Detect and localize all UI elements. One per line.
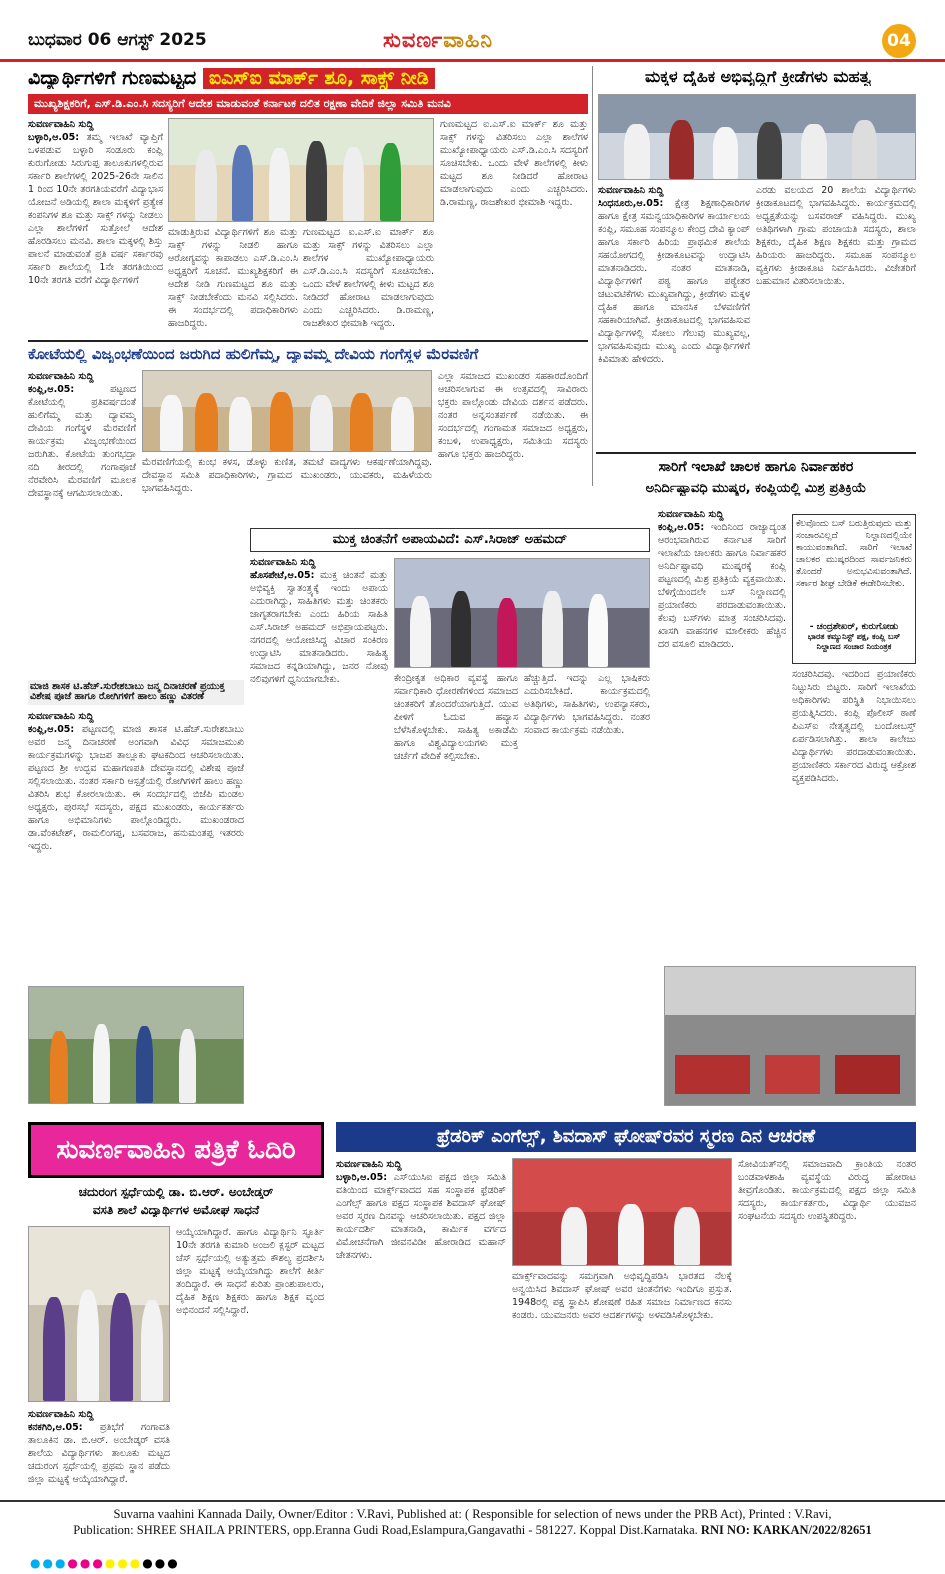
- story1-headline-b: ಐಎಸ್‌ಐ ಮಾರ್ಕ್ ಶೂ, ಸಾಕ್ಸ್ ನೀಡಿ: [203, 68, 435, 89]
- story3-col2: ಮೆರವಣಿಗೆಯಲ್ಲಿ ಕುಂಭ ಕಳಸ, ಡೊಳ್ಳು ಕುಣಿತ, ತಮಟೆ ವಾದ್ಯಗಳು ಆಕರ್ಷಣೆಯಾಗಿದ್ದವು. ದೇವಸ್ಥಾನ ಸಮಿತಿ ಪದಾಧಿಕಾರಿಗಳು, ಗ್ರಾಮದ ಮುಖಂಡರು, ಯುವಕರು, ಮಹಿಳೆಯರು ಭಾಗವಹಿಸಿದ್ದರು.: [142, 457, 432, 494]
- promo-banner: ಸುವರ್ಣವಾಹಿನಿ ಪತ್ರಿಕೆ ಓದಿರಿ: [28, 1122, 324, 1178]
- story5-headline2: ಅನಿರ್ದಿಷ್ಟಾವಧಿ ಮುಷ್ಕರ, ಕಂಪ್ಲಿಯಲ್ಲಿ ಮಿಶ್ರ ಪ್ರತಿಕ್ರಿಯೆ: [645, 482, 867, 496]
- story5-quote-role: ಭಾರತ ಕಮ್ಯುನಿಸ್ಟ್ ಪಕ್ಷ, ಕಂಪ್ಲಿ ಬಸ್ ನಿಲ್ದಾಣದ ಸಂಚಾರ ನಿಯಂತ್ರಕ: [807, 632, 901, 651]
- story3-col1: [28, 370, 136, 590]
- story1-col4: ಗುಣಮಟ್ಟದ ಐ.ಎಸ್.ಐ ಮಾರ್ಕ್ ಶೂ ಮತ್ತು ಸಾಕ್ಸ್ ಗಳನ್ನು ವಿತರಿಸಲು ಎಲ್ಲಾ ಶಾಲೆಗಳ ಮುಖ್ಯೋಪಾಧ್ಯಾಯರು ಎಸ್.ಡಿ.ಎಂ.ಸಿ ಸದಸ್ಯರಿಗೆ ಸೂಚಿಸಬೇಕು. ಒಂದು ವೇಳೆ ಶಾಲೆಗಳಲ್ಲಿ ಕೀಳು ಮಟ್ಟದ ಶೂ ನೀಡಿದರೆ ಹೋರಾಟ ಮಾಡಲಾಗುವುದು ಎಂದು ಎಚ್ಚರಿಸಿದರು. ಡಿ.ರಾಮಣ್ಣ, ರಾಜಶೇಖರ ಭೀಮಾಶಿ ಇದ್ದರು.: [440, 119, 588, 208]
- imprint-rni: RNI NO: KARKAN/2022/82651: [700, 1523, 872, 1537]
- story1-subheadline: ಮುಖ್ಯಶಿಕ್ಷಕರಿಗೆ, ಎಸ್.ಡಿ.ಎಂ.ಸಿ ಸದಸ್ಯರಿಗೆ ಆದೇಶ ಮಾಡುವಂತೆ ಕರ್ನಾಟಕ ದಲಿತ ರಕ್ಷಣಾ ವೇದಿಕೆ ಜಿಲ್ಲಾ ಸಮಿತಿ ಮನವಿ: [28, 94, 588, 114]
- story3-headline: ಕೋಟೆಯಲ್ಲಿ ವಿಜೃಂಭಣೆಯಿಂದ ಜರುಗಿದ ಹುಲಿಗೆಮ್ಮ, ದ್ಯಾವಮ್ಮ ದೇವಿಯ ಗಂಗೆಸ್ಥಳ ಮೆರವಣಿಗೆ: [28, 346, 479, 363]
- story7-col1: ಆಯ್ಕೆಯಾಗಿದ್ದಾರೆ. ಹಾಗೂ ವಿದ್ಯಾರ್ಥಿನಿ ಸ್ಫೂರ್ತಿ 10ನೇ ತರಗತಿ ಕುಮಾರಿ ಅಂಜಲಿ ಕ್ಲಸ್ಟರ್ ಮಟ್ಟದ ಚೆಸ್ ಸ್ಪರ್ಧೆಯಲ್ಲಿ ಅತ್ಯುತ್ತಮ ಕೌಶಲ್ಯ ಪ್ರದರ್ಶಿಸಿ ಜಿಲ್ಲಾ ಮಟ್ಟಕ್ಕೆ ಆಯ್ಕೆಯಾಗಿದ್ದು ಶಾಲೆಗೆ ಕೀರ್ತಿ ತಂದಿದ್ದಾರೆ. ಈ ಸಾಧನೆ ಕುರಿತು ಪ್ರಾಂಶುಪಾಲರು, ದೈಹಿಕ ಶಿಕ್ಷಣ ಶಿಕ್ಷಕರು ಹಾಗೂ ಶಿಕ್ಷಕ ವೃಂದ ಅಭಿನಂದನೆ ಸಲ್ಲಿಸಿದ್ದಾರೆ.: [176, 1227, 324, 1316]
- section-rule: [596, 452, 916, 454]
- story2-col1: [598, 184, 750, 444]
- story8-col3: ಸೋವಿಯತ್‌ನಲ್ಲಿ ಸಮಾಜವಾದಿ ಕ್ರಾಂತಿಯ ನಂತರ ಬಂಡವಾಳಶಾಹಿ ವ್ಯವಸ್ಥೆಯ ವಿರುದ್ಧ ಹೋರಾಟ ತೀವ್ರಗೊಂಡಿತು. ಕಾರ್ಯಕ್ರಮದಲ್ಲಿ ಪಕ್ಷದ ಜಿಲ್ಲಾ ಸಮಿತಿ ಸದಸ್ಯರು, ಕಾರ್ಯಕರ್ತರು, ವಿದ್ಯಾರ್ಥಿ ಯುವಜನ ಸಂಘಟನೆಯ ಸದಸ್ಯರು ಉಪಸ್ಥಿತರಿದ್ದರು.: [738, 1159, 916, 1222]
- story6-headline: ಮಾಜಿ ಶಾಸಕ ಟಿ.ಹೆಚ್.ಸುರೇಶಬಾಬು ಜನ್ಮ ದಿನಾಚರಣೆ ಪ್ರಯುಕ್ತ ವಿಶೇಷ ಪೂಜೆ ಹಾಗೂ ರೋಗಿಗಳಿಗೆ ಹಾಲು ಹಣ್ಣು ವಿತರಣೆ: [28, 680, 244, 705]
- issue-date: ಬುಧವಾರ 06 ಆಗಸ್ಟ್ 2025: [28, 30, 207, 50]
- story6-dateline: ಸುವರ್ಣವಾಹಿನಿ ಸುದ್ದಿ: [28, 711, 94, 722]
- masthead: [0, 0, 945, 62]
- story1-body1: ತಮ್ಮ ಇಲಾಖೆ ವ್ಯಾಪ್ತಿಗೆ ಒಳಪಡುವ ಬಳ್ಳಾರಿ ಸಂಡೂರು ಕಂಪ್ಲಿ ಕುರುಗೋಡು ಸಿರುಗುಪ್ಪ ತಾಲೂಕುಗಳಲ್ಲಿರುವ ಸರ್ಕಾರಿ ಶಾಲೆಗಳಲ್ಲಿ 2025-26ನೇ ಸಾಲಿನ 1 ರಿಂದ 10ನೇ ತರಗತಿಯವರೆಗೆ ವಿದ್ಯಾಭಾಸ ಯೋಜನೆ ಅಡಿಯಲ್ಲಿ ಶಾಲಾ ಮಕ್ಕಳಿಗೆ ಪ್ರತ್ಯೇಕ ಕಂಪನಿಗಳ ಶೂ ಮತ್ತು ಸಾಕ್ಸ್ ಗಳನ್ನು ನೀಡಲು ಎಲ್ಲಾ ಶಾಲೆಗಳಿಗೆ ಸುತ್ತೋಲೆ ಆದೇಶ ಹೊರಡಿಸಲು ಮನವಿ. ಶಾಲಾ ಮಕ್ಕಳಲ್ಲಿ ಶಿಸ್ತು ಪಾಲನೆ ಮಾಡುವಂತೆ ಪ್ರತಿ ವರ್ಷ ಸರ್ಕಾರವು ಸರ್ಕಾರಿ ಶಾಲೆಯಲ್ಲಿ 1ನೇ ತರಗತಿಯಿಂದ 10ನೇ ತರಗತಿ ವರೆಗೆ ವಿದ್ಯಾರ್ಥಿಗಳಿಗೆ: [28, 132, 163, 286]
- story8-body1: ಎಸ್‌ಯುಸಿಐ ಪಕ್ಷದ ಜಿಲ್ಲಾ ಸಮಿತಿ ವತಿಯಿಂದ ಮಾರ್ಕ್ಸ್‌ವಾದದ ಸಹ ಸಂಸ್ಥಾಪಕ ಫ್ರೆಡರಿಕ್ ಎಂಗೆಲ್ಸ್ ಹಾಗೂ ಪಕ್ಷದ ಸಂಸ್ಥಾಪಕ ಶಿವದಾಸ್ ಘೋಷ್ ಅವರ ಸ್ಮರಣ ದಿನವನ್ನು ಆಚರಿಸಲಾಯಿತು. ಪಕ್ಷದ ಜಿಲ್ಲಾ ಕಾರ್ಯದರ್ಶಿ ಮಾತನಾಡಿ, ಕಾರ್ಮಿಕ ವರ್ಗದ ವಿಮೋಚನೆಗಾಗಿ ಜೀವನವಿಡೀ ಹೋರಾಡಿದ ಮಹಾನ್ ಚೇತನಗಳು.: [336, 1172, 506, 1261]
- bus-shape: [765, 1055, 820, 1094]
- story2-col2: ಎರಡು ವಲಯದ 20 ಶಾಲೆಯ ವಿದ್ಯಾರ್ಥಿಗಳು ಕ್ರೀಡಾಕೂಟದಲ್ಲಿ ಭಾಗವಹಿಸಿದ್ದರು. ಕಾರ್ಯಕ್ರಮದಲ್ಲಿ ಅಧ್ಯಕ್ಷತೆಯನ್ನು ಬಸವರಾಜ್ ವಹಿಸಿದ್ದರು. ಮುಖ್ಯ ಅತಿಥಿಗಳಾಗಿ ಗ್ರಾಮ ಪಂಚಾಯತಿ ಸದಸ್ಯರು, ಶಾಲಾ ಶಿಕ್ಷಕರು, ದೈಹಿಕ ಶಿಕ್ಷಣ ಶಿಕ್ಷಕರು ಮತ್ತು ಗ್ರಾಮದ ಹಿರಿಯರು ಹಾಜರಿದ್ದರು. ಸಮೂಹ ಸಂಪನ್ಮೂಲ ವ್ಯಕ್ತಿಗಳು ಕ್ರೀಡಾಕೂಟ ನಿರ್ವಹಿಸಿದರು. ವಿಜೇತರಿಗೆ ಬಹುಮಾನ ವಿತರಿಸಲಾಯಿತು.: [756, 185, 916, 287]
- story5-quote-box: [792, 514, 916, 664]
- story8-photo: [512, 1158, 732, 1266]
- story6-col1: [28, 710, 244, 980]
- story6-photo: [28, 986, 244, 1104]
- story5-photo-bus-stand: [664, 966, 916, 1106]
- story1-col2: ಮಾಡುತ್ತಿರುವ ವಿದ್ಯಾರ್ಥಿಗಳಿಗೆ ಶೂ ಮತ್ತು ಸಾಕ್ಸ್ ಗಳನ್ನು ನೀಡಲಿ ಹಾಗೂ ಆರೋಗ್ಯವನ್ನು ಕಾಪಾಡಲು ಎಸ್.ಡಿ.ಎಂ.ಸಿ ಅಧ್ಯಕ್ಷರಿಗೆ ಸೂಚನೆ. ಮುಖ್ಯಶಿಕ್ಷಕರಿಗೆ ಈ ಆದೇಶ ನೀಡಿ ಗುಣಮಟ್ಟದ ಶೂ ಮತ್ತು ಸಾಕ್ಸ್ ನೀಡಬೇಕೆಂದು ಮನವಿ ಸಲ್ಲಿಸಿದರು. ಈ ಸಂದರ್ಭದಲ್ಲಿ ಪದಾಧಿಕಾರಿಗಳು ಹಾಜರಿದ್ದರು.: [168, 227, 298, 329]
- story5-quote: ಕೆಲವೊಂದು ಬಸ್ ಬರುತ್ತಿರುವುದು ಮತ್ತು ಸಂಚಾರವಿಲ್ಲದೆ ನಿಲ್ದಾಣದಲ್ಲಿಯೇ ಕಾಯುವಂತಾಗಿದೆ. ಸಾರಿಗೆ ಇಲಾಖೆ ಚಾಲಕರ ಮುಷ್ಕರದಿಂದ ಸಾರ್ವಜನಿಕರು ತೊಂದರೆ ಅನುಭವಿಸುವಂತಾಗಿದೆ. ಸರ್ಕಾರ ಶೀಘ್ರ ಬೇಡಿಕೆ ಈಡೇರಿಸಬೇಕು.: [796, 519, 912, 589]
- story1-dateline: ಸುವರ್ಣವಾಹಿನಿ ಸುದ್ದಿ: [28, 119, 94, 130]
- story7-place: ಕನಕಗಿರಿ,ಆ.05:: [28, 1422, 83, 1433]
- story4-dateline: ಸುವರ್ಣವಾಹಿನಿ ಸುದ್ದಿ: [250, 557, 316, 568]
- bus-shape: [835, 1055, 900, 1094]
- imprint-line2: [0, 1522, 945, 1538]
- page-number: 04: [882, 24, 916, 58]
- bus-shape: [675, 1055, 750, 1094]
- story6-body1: ಪಟ್ಟಣದಲ್ಲಿ ಮಾಜಿ ಶಾಸಕ ಟಿ.ಹೆಚ್.ಸುರೇಶಬಾಬು ಅವರ ಜನ್ಮ ದಿನಾಚರಣೆ ಅಂಗವಾಗಿ ವಿವಿಧ ಸಮಾಜಮುಖಿ ಕಾರ್ಯಕ್ರಮಗಳನ್ನು ಭಾಜಪ ತಾಲ್ಲೂಕು ಘಟಕದಿಂದ ಆಚರಿಸಲಾಯಿತು. ಪಟ್ಟಣದ ಶ್ರೀ ಉದ್ಭವ ಮಹಾಗಣಪತಿ ದೇವಸ್ಥಾನದಲ್ಲಿ ವಿಶೇಷ ಪೂಜೆ ಸಲ್ಲಿಸಲಾಯಿತು. ನಂತರ ಸರ್ಕಾರಿ ಆಸ್ಪತ್ರೆಯಲ್ಲಿ ರೋಗಿಗಳಿಗೆ ಹಾಲು ಹಣ್ಣು ವಿತರಿಸಿ ಶುಭ ಕೋರಲಾಯಿತು. ಈ ಸಂದರ್ಭದಲ್ಲಿ ಬಿಜೆಪಿ ಮಂಡಲ ಅಧ್ಯಕ್ಷರು, ಪುರಸಭೆ ಸದಸ್ಯರು, ಪಕ್ಷದ ಮುಖಂಡರು, ಕಾರ್ಯಕರ್ತರು ಹಾಗೂ ಅಭಿಮಾನಿಗಳು ಪಾಲ್ಗೊಂಡಿದ್ದರು. ಮುಖಂಡರಾದ ಡಾ.ವೆಂಕಟೇಶ್, ರಾಮಲಿಂಗಪ್ಪ, ಬಸವರಾಜ, ಹನುಮಂತಪ್ಪ ಇತರರು ಇದ್ದರು.: [28, 724, 244, 852]
- story8-place: ಬಳ್ಳಾರಿ,ಆ.05:: [336, 1172, 388, 1183]
- story1-headline: [28, 68, 435, 89]
- story7-body2: ಪ್ರತಿಭೆಗೆ ಗಂಗಾವತಿ ತಾಲೂಕಿನ ಡಾ. ಬಿ.ಆರ್. ಅಂಬೇಡ್ಕರ್ ವಸತಿ ಶಾಲೆಯ ವಿದ್ಯಾರ್ಥಿಗಳು ತಾಲೂಕು ಮಟ್ಟದ ಚದುರಂಗ ಸ್ಪರ್ಧೆಯಲ್ಲಿ ಪ್ರಥಮ ಸ್ಥಾನ ಪಡೆದು ಜಿಲ್ಲಾ ಮಟ್ಟಕ್ಕೆ ಆಯ್ಕೆಯಾಗಿದ್ದಾರೆ.: [28, 1422, 170, 1485]
- story3-dateline: ಸುವರ್ಣವಾಹಿನಿ ಸುದ್ದಿ: [28, 371, 94, 382]
- imprint-address: Publication: SHREE SHAILA PRINTERS, opp.Eranna Gudi Road,Eslampura,Gangavathi - 581227. Koppal Dist.Karnataka.: [73, 1523, 698, 1537]
- story3-photo: [142, 370, 432, 452]
- story5-place: ಕಂಪ್ಲಿ,ಆ.05:: [658, 522, 705, 533]
- story2-place: ಸಿಂಧನೂರು,ಆ.05:: [598, 198, 664, 209]
- story5-dateline: ಸುವರ್ಣವಾಹಿನಿ ಸುದ್ದಿ: [658, 509, 724, 520]
- story4-body1: ಮುಕ್ತ ಚಿಂತನೆ ಮತ್ತು ಅಭಿವ್ಯಕ್ತಿ ಸ್ವಾತಂತ್ರ್ಯಕ್ಕೆ ಇಂದು ಅಪಾಯ ಎದುರಾಗಿದ್ದು, ಸಾಹಿತಿಗಳು ಮತ್ತು ಚಿಂತಕರು ಜಾಗೃತರಾಗಬೇಕು ಎಂದು ಹಿರಿಯ ಸಾಹಿತಿ ಎಸ್.ಸಿರಾಜ್ ಅಹಮದ್ ಅಭಿಪ್ರಾಯಪಟ್ಟರು. ನಗರದಲ್ಲಿ ಆಯೋಜಿಸಿದ್ದ ವಿಚಾರ ಸಂಕಿರಣ ಉದ್ಘಾಟಿಸಿ ಮಾತನಾಡಿದರು. ಸಾಹಿತ್ಯ ಸಮಾಜದ ಕನ್ನಡಿಯಾಗಿದ್ದು, ಜನರ ನೋವು ನಲಿವುಗಳಿಗೆ ಧ್ವನಿಯಾಗಬೇಕು.: [250, 570, 388, 685]
- imprint-line1: Suvarna vaahini Kannada Daily, Owner/Editor : V.Ravi, Published at: ( Responsible for selection of news under the PRB Act), Printed : V.Ravi,: [113, 1507, 832, 1521]
- story3-place: ಕಂಪ್ಲಿ,ಆ.05:: [28, 384, 75, 395]
- story5-headline: ಸಾರಿಗೆ ಇಲಾಖೆ ಚಾಲಕ ಹಾಗೂ ನಿರ್ವಾಹಕರ: [658, 460, 854, 475]
- story1-col3: ಗುಣಮಟ್ಟದ ಐ.ಎಸ್.ಐ ಮಾರ್ಕ್ ಶೂ ಮತ್ತು ಸಾಕ್ಸ್ ಗಳನ್ನು ವಿತರಿಸಲು ಎಲ್ಲಾ ಶಾಲೆಗಳ ಮುಖ್ಯೋಪಾಧ್ಯಾಯರು ಎಸ್.ಡಿ.ಎಂ.ಸಿ ಸದಸ್ಯರಿಗೆ ಸೂಚಿಸಬೇಕು. ಒಂದು ವೇಳೆ ಶಾಲೆಗಳಲ್ಲಿ ಕೀಳು ಮಟ್ಟದ ಶೂ ನೀಡಿದರೆ ಹೋರಾಟ ಮಾಡಲಾಗುವುದು ಎಂದು ಎಚ್ಚರಿಸಿದರು. ಡಿ.ರಾಮಣ್ಣ, ರಾಜಶೇಖರ ಭೀಮಾಶಿ ಇದ್ದರು.: [303, 227, 434, 329]
- section-rule: [28, 340, 588, 342]
- story5-col2: ಸಂಚರಿಸಿದವು. ಇದರಿಂದ ಪ್ರಯಾಣಿಕರು ನಿಟ್ಟುಸಿರು ಬಿಟ್ಟರು. ಸಾರಿಗೆ ಇಲಾಖೆಯ ಅಧಿಕಾರಿಗಳು ಪರಿಸ್ಥಿತಿ ನಿಭಾಯಿಸಲು ಪ್ರಯತ್ನಿಸಿದರು. ಕಂಪ್ಲಿ ಪೊಲೀಸ್ ಠಾಣೆ ಪಿಎಸ್‌ಐ ನೇತೃತ್ವದಲ್ಲಿ ಬಂದೋಬಸ್ತ್ ಏರ್ಪಡಿಸಲಾಗಿತ್ತು. ಶಾಲಾ ಕಾಲೇಜು ವಿದ್ಯಾರ್ಥಿಗಳು ಪರದಾಡುವಂತಾಯಿತು. ಪ್ರಯಾಣಿಕರು ಸರ್ಕಾರದ ವಿರುದ್ಧ ಆಕ್ರೋಶ ವ್ಯಕ್ತಪಡಿಸಿದರು.: [792, 669, 916, 784]
- story4-col3: ಹೆಚ್ಚುತ್ತಿದೆ. ಇದನ್ನು ಎಲ್ಲ ಭಾಷಿಕರು ಎದುರಿಸಬೇಕಿದೆ. ಕಾರ್ಯಕ್ರಮದಲ್ಲಿ ಅತಿಥಿಗಳು, ಸಾಹಿತಿಗಳು, ಉಪನ್ಯಾಸಕರು, ವಿದ್ಯಾರ್ಥಿಗಳು ಭಾಗವಹಿಸಿದ್ದರು. ನಂತರ ಸಂವಾದ ಕಾರ್ಯಕ್ರಮ ನಡೆಯಿತು.: [524, 673, 650, 736]
- story1-headline-a: ವಿದ್ಯಾರ್ಥಿಗಳಿಗೆ ಗುಣಮಟ್ಟದ: [28, 68, 197, 89]
- story8-col1: [336, 1158, 506, 1492]
- story4-headline: ಮುಕ್ತ ಚಿಂತನೆಗೆ ಅಪಾಯವಿದೆ: ಎಸ್.ಸಿರಾಜ್ ಅಹಮದ್: [250, 528, 650, 552]
- story7-photo: [28, 1226, 170, 1402]
- story2-body1: ಕ್ಷೇತ್ರ ಶಿಕ್ಷಣಾಧಿಕಾರಿಗಳ ಹಾಗೂ ಕ್ಷೇತ್ರ ಸಮನ್ವಯಾಧಿಕಾರಿಗಳ ಕಾರ್ಯಾಲಯ ಕಂಪ್ಲಿ, ಸಮೂಹ ಸಂಪನ್ಮೂಲ ಕೇಂದ್ರ ದೇವಿ ಕ್ಯಾಂಪ್ ಹಾಗೂ ಸರ್ಕಾರಿ ಹಿರಿಯ ಪ್ರಾಥಮಿಕ ಶಾಲೆಯ ಸಹಯೋಗದಲ್ಲಿ ಕ್ರೀಡಾಕೂಟವನ್ನು ಉದ್ಘಾಟಿಸಿ ಮಾತನಾಡಿದರು. ನಂತರ ಮಾತನಾಡಿ, ವಿದ್ಯಾರ್ಥಿಗಳಿಗೆ ಪಠ್ಯ ಹಾಗೂ ಪಠ್ಯೇತರ ಚಟುವಟಿಕೆಗಳು ಮುಖ್ಯವಾಗಿದ್ದು, ಕ್ರೀಡೆಗಳು ಮಕ್ಕಳ ದೈಹಿಕ ಹಾಗೂ ಮಾನಸಿಕ ಬೆಳವಣಿಗೆಗೆ ಸಹಕಾರಿಯಾಗಿವೆ. ಕ್ರೀಡಾಕೂಟದಲ್ಲಿ ಭಾಗವಹಿಸುವ ವಿದ್ಯಾರ್ಥಿಗಳಲ್ಲಿ ಸೋಲು ಗೆಲುವು ಮುಖ್ಯವಲ್ಲ, ಭಾಗವಹಿಸುವುದು ಮುಖ್ಯ ಎಂದು ವಿದ್ಯಾರ್ಥಿಗಳಿಗೆ ಕಿವಿಮಾತು ಹೇಳಿದರು.: [598, 198, 750, 365]
- story3-body1: ಪಟ್ಟಣದ ಕೋಟೆಯಲ್ಲಿ ಪ್ರತಿವರ್ಷದಂತೆ ಹುಲಿಗೆಮ್ಮ ಮತ್ತು ದ್ಯಾವಮ್ಮ ದೇವಿಯ ಗಂಗೆಸ್ಥಳ ಮೆರವಣಿಗೆ ಕಾರ್ಯಕ್ರಮ ವಿಜೃಂಭಣೆಯಿಂದ ಜರುಗಿತು. ಕೋಟೆಯ ತುಂಗಭದ್ರಾ ನದಿ ತೀರದಲ್ಲಿ ಗಂಗಾಪೂಜೆ ನೆರವೇರಿಸಿ ಮೆರವಣಿಗೆ ಮೂಲಕ ದೇವಸ್ಥಾನಕ್ಕೆ ಆಗಮಿಸಲಾಯಿತು.: [28, 384, 136, 499]
- story5-body1: ಇಂದಿನಿಂದ ರಾಜ್ಯಾದ್ಯಂತ ಆರಂಭವಾಗಿರುವ ಕರ್ನಾಟಕ ಸಾರಿಗೆ ಇಲಾಖೆಯ ಚಾಲಕರು ಹಾಗೂ ನಿರ್ವಾಹಕರ ಅನಿರ್ದಿಷ್ಟಾವಧಿ ಮುಷ್ಕರಕ್ಕೆ ಕಂಪ್ಲಿ ಪಟ್ಟಣದಲ್ಲಿ ಮಿಶ್ರ ಪ್ರತಿಕ್ರಿಯೆ ವ್ಯಕ್ತವಾಯಿತು. ಬೆಳಿಗ್ಗೆಯಿಂದಲೇ ಬಸ್ ನಿಲ್ದಾಣದಲ್ಲಿ ಪ್ರಯಾಣಿಕರು ಪರದಾಡುವಂತಾಯಿತು. ಕೆಲವು ಬಸ್‌ಗಳು ಮಾತ್ರ ಸಂಚರಿಸಿದವು. ಖಾಸಗಿ ವಾಹನಗಳ ಮಾಲೀಕರು ಹೆಚ್ಚಿನ ದರ ವಸೂಲಿ ಮಾಡಿದರು.: [658, 522, 786, 650]
- story2-dateline: ಸುವರ್ಣವಾಹಿನಿ ಸುದ್ದಿ: [598, 185, 664, 196]
- story7-dateline: ಸುವರ್ಣವಾಹಿನಿ ಸುದ್ದಿ: [28, 1409, 94, 1420]
- story4-col2: ಕೇಂದ್ರೀಕೃತ ಅಧಿಕಾರ ವ್ಯವಸ್ಥೆ ಹಾಗೂ ಸರ್ವಾಧಿಕಾರಿ ಧೋರಣೆಗಳಿಂದ ಸಮಾಜದ ಚಿಂತಕರಿಗೆ ತೊಂದರೆಯಾಗುತ್ತಿದೆ. ಯುವ ಪೀಳಿಗೆ ಓದುವ ಹವ್ಯಾಸ ಬೆಳೆಸಿಕೊಳ್ಳಬೇಕು. ಸಾಹಿತ್ಯ ಅಕಾಡೆಮಿ ಹಾಗೂ ವಿಶ್ವವಿದ್ಯಾಲಯಗಳು ಮುಕ್ತ ಚರ್ಚೆಗೆ ವೇದಿಕೆ ಕಲ್ಪಿಸಬೇಕು.: [394, 673, 518, 762]
- story1-col1: [28, 118, 163, 336]
- story8-dateline: ಸುವರ್ಣವಾಹಿನಿ ಸುದ್ದಿ: [336, 1159, 402, 1170]
- story4-col1: [250, 556, 388, 1104]
- paper-logo: [383, 28, 493, 53]
- story7-headline2: ವಸತಿ ಶಾಲೆ ವಿದ್ಯಾರ್ಥಿಗಳ ಅಮೋಘ ಸಾಧನೆ: [92, 1204, 260, 1217]
- story7-col2: [28, 1408, 170, 1492]
- story8-col2: ಮಾರ್ಕ್ಸ್‌ವಾದವನ್ನು ಸಮಗ್ರವಾಗಿ ಅಭಿವೃದ್ಧಿಪಡಿಸಿ ಭಾರತದ ನೆಲಕ್ಕೆ ಅನ್ವಯಿಸಿದ ಶಿವದಾಸ್ ಘೋಷ್ ಅವರ ಚಿಂತನೆಗಳು ಇಂದಿಗೂ ಪ್ರಸ್ತುತ. 1948ರಲ್ಲಿ ಪಕ್ಷ ಸ್ಥಾಪಿಸಿ ಶೋಷಣೆ ರಹಿತ ಸಮಾಜ ನಿರ್ಮಾಣದ ಕನಸು ಕಂಡರು. ಯುವಜನರು ಅವರ ಆದರ್ಶಗಳನ್ನು ಅಳವಡಿಸಿಕೊಳ್ಳಬೇಕು.: [512, 1271, 732, 1321]
- story5-quote-by: - ಚಂದ್ರಶೇಖರ್, ಕುರುಗೋಡು: [809, 622, 899, 632]
- story6-place: ಕಂಪ್ಲಿ,ಆ.05:: [28, 724, 75, 735]
- brand-part-b: ವಾಹಿನಿ: [443, 28, 494, 52]
- story4-place: ಹೊಸಪೇಟೆ,ಆ.05:: [250, 570, 315, 581]
- story2-headline: ಮಕ್ಕಳ ದೈಹಿಕ ಅಭಿವೃದ್ದಿಗೆ ಕ್ರೀಡೆಗಳು ಮಹತ್ವ: [645, 68, 871, 86]
- story5-col1: [658, 508, 786, 968]
- story3-col3: ಎಲ್ಲಾ ಸಮಾಜದ ಮುಖಂಡರ ಸಹಕಾರದೊಂದಿಗೆ ಆಚರಿಸಲಾಗುವ ಈ ಉತ್ಸವದಲ್ಲಿ ಸಾವಿರಾರು ಭಕ್ತರು ಪಾಲ್ಗೊಂಡು ದೇವಿಯ ದರ್ಶನ ಪಡೆದರು. ನಂತರ ಅನ್ನಸಂತರ್ಪಣೆ ನಡೆಯಿತು. ಈ ಸಂದರ್ಭದಲ್ಲಿ ಗಂಗಾಮತ ಸಮಾಜದ ಅಧ್ಯಕ್ಷರು, ಕಂಬಳಿ, ಉಪಾಧ್ಯಕ್ಷರು, ಸಮಿತಿಯ ಸದಸ್ಯರು ಹಾಗೂ ಭಕ್ತರು ಹಾಜರಿದ್ದರು.: [438, 371, 588, 460]
- story4-photo: [394, 558, 650, 668]
- brand-part-a: ಸುವರ್ಣ: [383, 28, 444, 52]
- story1-photo: [168, 118, 434, 222]
- story8-headline-banner: ಫ್ರೆಡರಿಕ್ ಎಂಗೆಲ್ಸ್, ಶಿವದಾಸ್ ಘೋಷ್‌ರವರ ಸ್ಮರಣ ದಿನ ಆಚರಣೆ: [336, 1122, 916, 1152]
- registration-marks: ●●●●●●●●●●●●: [30, 1556, 180, 1570]
- story7-headline: ಚದುರಂಗ ಸ್ಪರ್ಧೆಯಲ್ಲಿ ಡಾ. ಬಿ.ಆರ್. ಅಂಬೇಡ್ಕರ್: [78, 1186, 274, 1199]
- story2-photo: [598, 94, 916, 180]
- column-divider: [592, 66, 593, 486]
- story1-place: ಬಳ್ಳಾರಿ,ಆ.05:: [28, 132, 80, 143]
